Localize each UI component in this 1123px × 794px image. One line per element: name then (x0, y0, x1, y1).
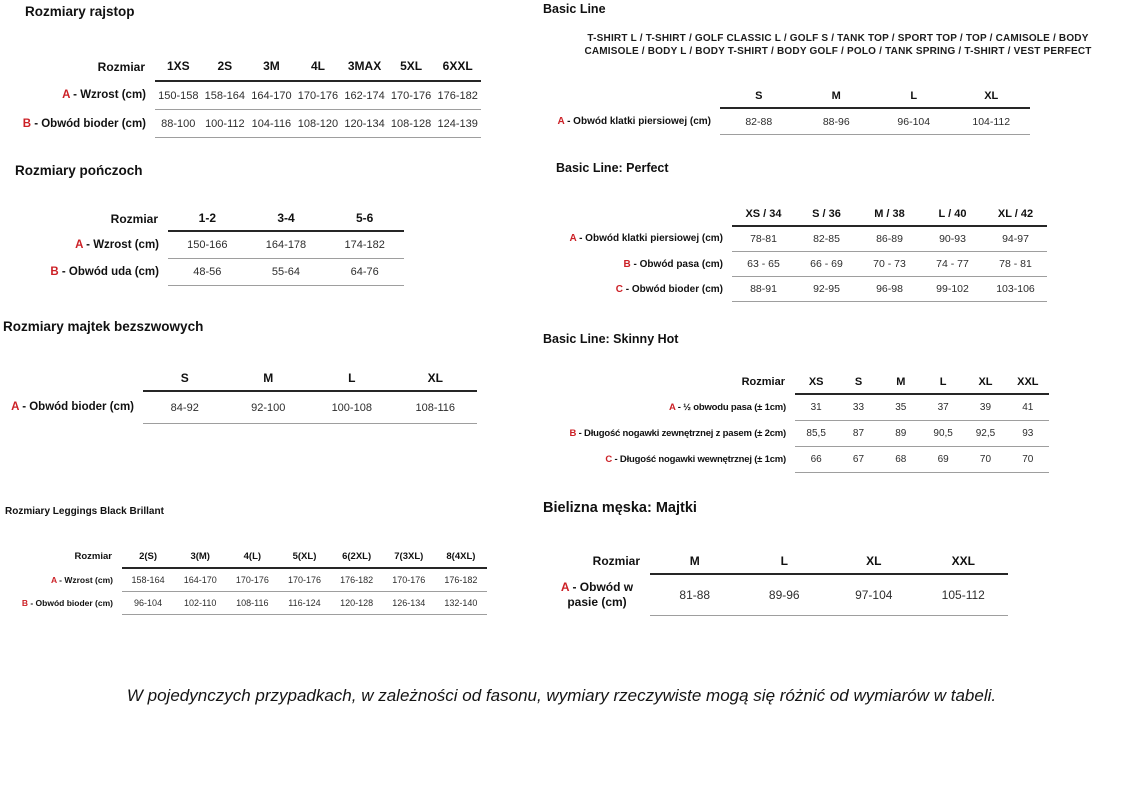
size-value-cell: 94-97 (984, 226, 1047, 252)
size-value-cell: 92,5 (964, 421, 1006, 447)
size-column-header: 6XXL (434, 52, 481, 81)
measurement-letter: A (62, 89, 70, 102)
size-value-cell: 158-164 (122, 568, 174, 592)
size-column-header: M (798, 84, 876, 108)
measurement-letter: A (557, 115, 565, 127)
size-table-basic-line-skinny-hot (535, 370, 1049, 473)
size-column-header: 8(4XL) (435, 545, 487, 568)
size-value-cell: 124-139 (434, 110, 481, 138)
size-value-cell: 90-93 (921, 226, 984, 252)
measurement-row (13, 592, 487, 615)
size-column-header: XXL (1007, 370, 1049, 394)
table-corner-label: Rozmiar (110, 211, 158, 226)
size-column-header: XL (829, 548, 919, 574)
size-value-cell: 108-116 (226, 592, 278, 615)
size-column-header: S (720, 84, 798, 108)
size-column-header: M (650, 548, 740, 574)
size-column-header: 3M (248, 52, 295, 81)
footer-disclaimer: W pojedynczych przypadkach, w zależności od fasonu, wymiary rzeczywiste mogą się różnić od wymiarów w tabeli. (126, 686, 997, 705)
size-value-cell: 164-178 (247, 231, 326, 259)
size-table-bielizna-meska (548, 548, 1008, 616)
size-column-header: XXL (919, 548, 1009, 574)
measurement-letter: B (50, 266, 59, 278)
size-column-header: 1XS (155, 52, 202, 81)
size-value-cell: 170-176 (278, 568, 330, 592)
size-column-header: 2S (202, 52, 249, 81)
section-title-basic-line: Basic Line (543, 2, 606, 16)
size-value-cell: 132-140 (435, 592, 487, 615)
size-column-header: S (143, 365, 227, 391)
table-corner-label (540, 84, 720, 108)
size-value-cell: 108-120 (295, 110, 342, 138)
measurement-row (535, 447, 1049, 473)
size-column-header: XS / 34 (732, 202, 795, 226)
measurement-row-label: A - Wzrost (cm) (50, 574, 113, 585)
table-corner-label: Rozmiar (74, 551, 112, 562)
size-value-cell: 66 (795, 447, 837, 473)
measurement-row (33, 259, 404, 286)
size-value-cell: 103-106 (984, 277, 1047, 302)
measurement-row (556, 277, 1047, 302)
size-column-header: XL (953, 84, 1031, 108)
size-value-cell: 164-170 (248, 81, 295, 110)
table-corner-label: Rozmiar (741, 376, 785, 388)
size-value-cell: 55-64 (247, 259, 326, 286)
measurement-letter: B (22, 117, 31, 130)
measurement-row-label: A - Wzrost (cm) (62, 89, 146, 102)
measurement-letter: A (560, 579, 570, 594)
table-corner-label (0, 365, 143, 391)
measurement-row (548, 574, 1008, 616)
size-column-header: 7(3XL) (383, 545, 435, 568)
measurement-row (540, 108, 1030, 135)
size-column-header: L / 40 (921, 202, 984, 226)
size-value-cell: 70 - 73 (858, 252, 921, 277)
size-value-cell: 92-95 (795, 277, 858, 302)
basic-line-product-list (563, 33, 1113, 58)
size-value-cell: 116-124 (278, 592, 330, 615)
measurement-letter: A (50, 574, 57, 585)
size-column-header: L (922, 370, 964, 394)
size-value-cell: 170-176 (388, 81, 435, 110)
measurement-row-label: B - Obwód uda (cm) (50, 266, 159, 278)
size-value-cell: 63 - 65 (732, 252, 795, 277)
size-column-header: S / 36 (795, 202, 858, 226)
size-column-header: 3MAX (341, 52, 388, 81)
size-value-cell: 93 (1007, 421, 1049, 447)
measurement-letter: A (569, 233, 577, 245)
size-column-header: 4(L) (226, 545, 278, 568)
size-value-cell: 170-176 (295, 81, 342, 110)
size-value-cell: 37 (922, 394, 964, 421)
section-title-basic-line-skinny-hot: Basic Line: Skinny Hot (543, 332, 679, 346)
measurement-row-label: A - Wzrost (cm) (75, 238, 159, 251)
size-table-basic-line-perfect (556, 202, 1047, 302)
size-column-header: 1-2 (168, 206, 247, 231)
measurement-row-label: C - Obwód bioder (cm) (615, 283, 723, 295)
size-column-header: XL (394, 365, 478, 391)
measurement-row-label: A - Obwód klatki piersiowej (cm) (557, 115, 711, 127)
measurement-letter: B (623, 258, 631, 270)
size-value-cell: 48-56 (168, 259, 247, 286)
section-title-leggings: Rozmiary Leggings Black Brillant (5, 506, 164, 517)
size-value-cell: 41 (1007, 394, 1049, 421)
size-value-cell: 67 (837, 447, 879, 473)
size-column-header: L (875, 84, 953, 108)
size-value-cell: 66 - 69 (795, 252, 858, 277)
size-value-cell: 150-166 (168, 231, 247, 259)
measurement-row (2, 81, 481, 110)
size-value-cell: 69 (922, 447, 964, 473)
size-value-cell: 33 (837, 394, 879, 421)
size-column-header: 6(2XL) (331, 545, 383, 568)
size-value-cell: 164-170 (174, 568, 226, 592)
size-table-leggings (13, 545, 487, 615)
size-value-cell: 97-104 (829, 574, 919, 616)
size-value-cell: 99-102 (921, 277, 984, 302)
size-value-cell: 68 (880, 447, 922, 473)
size-value-cell: 82-85 (795, 226, 858, 252)
size-column-header: XL / 42 (984, 202, 1047, 226)
measurement-row (535, 421, 1049, 447)
size-value-cell: 176-182 (435, 568, 487, 592)
measurement-row (0, 391, 477, 424)
measurement-letter: A (668, 401, 676, 413)
size-value-cell: 84-92 (143, 391, 227, 424)
size-value-cell: 150-158 (155, 81, 202, 110)
size-value-cell: 158-164 (202, 81, 249, 110)
size-column-header: 2(S) (122, 545, 174, 568)
size-value-cell: 89 (880, 421, 922, 447)
size-value-cell: 170-176 (226, 568, 278, 592)
size-value-cell: 81-88 (650, 574, 740, 616)
size-value-cell: 176-182 (434, 81, 481, 110)
size-column-header: 5(XL) (278, 545, 330, 568)
measurement-row-label: B - Obwód bioder (cm) (22, 117, 146, 130)
size-column-header: S (837, 370, 879, 394)
size-value-cell: 82-88 (720, 108, 798, 135)
measurement-row (535, 394, 1049, 421)
size-value-cell: 90,5 (922, 421, 964, 447)
measurement-letter: A (11, 401, 19, 414)
size-value-cell: 70 (964, 447, 1006, 473)
size-value-cell: 100-112 (202, 110, 249, 138)
size-value-cell: 120-128 (331, 592, 383, 615)
measurement-row-label: A - ½ obwodu pasa (± 1cm) (668, 401, 786, 413)
size-value-cell: 35 (880, 394, 922, 421)
size-column-header: M (227, 365, 311, 391)
measurement-letter: B (21, 598, 28, 608)
size-table-ponczochy (33, 206, 404, 286)
table-corner-label (556, 202, 732, 226)
table-corner-label: Rozmiar (97, 59, 145, 74)
measurement-row (2, 110, 481, 138)
size-value-cell: 108-116 (394, 391, 478, 424)
size-value-cell: 104-112 (953, 108, 1031, 135)
size-table-majtki-bezszwowe (0, 365, 477, 424)
size-value-cell: 86-89 (858, 226, 921, 252)
measurement-letter: A (75, 238, 83, 251)
section-title-rajstop: Rozmiary rajstop (25, 4, 135, 19)
size-value-cell: 70 (1007, 447, 1049, 473)
size-value-cell: 92-100 (227, 391, 311, 424)
measurement-row-label: C - Długość nogawki wewnętrznej (± 1cm) (605, 454, 786, 465)
measurement-row-label: B - Obwód bioder (cm) (21, 598, 113, 608)
size-column-header: L (310, 365, 394, 391)
size-table-basic-line (540, 84, 1030, 135)
size-value-cell: 176-182 (331, 568, 383, 592)
size-value-cell: 102-110 (174, 592, 226, 615)
size-value-cell: 162-174 (341, 81, 388, 110)
size-column-header: M (880, 370, 922, 394)
size-value-cell: 126-134 (383, 592, 435, 615)
measurement-letter: B (569, 428, 577, 439)
size-column-header: 3(M) (174, 545, 226, 568)
size-value-cell: 170-176 (383, 568, 435, 592)
size-value-cell: 78-81 (732, 226, 795, 252)
table-corner-label: Rozmiar (592, 554, 640, 568)
size-value-cell: 74 - 77 (921, 252, 984, 277)
size-value-cell: 39 (964, 394, 1006, 421)
measurement-letter: C (615, 283, 623, 295)
size-value-cell: 88-96 (798, 108, 876, 135)
size-value-cell: 87 (837, 421, 879, 447)
section-title-basic-line-perfect: Basic Line: Perfect (556, 161, 669, 175)
size-value-cell: 78 - 81 (984, 252, 1047, 277)
section-title-bielizna-meska: Bielizna męska: Majtki (543, 500, 697, 516)
size-value-cell: 104-116 (248, 110, 295, 138)
size-value-cell: 174-182 (325, 231, 404, 259)
size-column-header: L (740, 548, 830, 574)
measurement-row (556, 226, 1047, 252)
measurement-row-label: A - Obwód bioder (cm) (11, 401, 134, 414)
measurement-row-label: A - Obwód klatki piersiowej (cm) (569, 233, 723, 245)
section-title-ponczochy: Rozmiary pończoch (15, 163, 143, 178)
size-value-cell: 96-98 (858, 277, 921, 302)
section-title-majtki-bezszwowe: Rozmiary majtek bezszwowych (3, 319, 204, 334)
size-table-rajstop (2, 52, 481, 138)
size-value-cell: 85,5 (795, 421, 837, 447)
measurement-row-label: A - Obwód w pasie (cm) (560, 579, 634, 609)
size-value-cell: 120-134 (341, 110, 388, 138)
size-column-header: XL (964, 370, 1006, 394)
size-column-header: 5-6 (325, 206, 404, 231)
measurement-letter: C (605, 454, 613, 465)
size-column-header: 3-4 (247, 206, 326, 231)
size-column-header: 4L (295, 52, 342, 81)
size-value-cell: 31 (795, 394, 837, 421)
product-list-line: T-SHIRT L / T-SHIRT / GOLF CLASSIC L / GOLF S / TANK TOP / SPORT TOP / TOP / CAMISOLE / BODY (587, 33, 1089, 44)
size-value-cell: 89-96 (740, 574, 830, 616)
size-value-cell: 96-104 (122, 592, 174, 615)
measurement-row-label: B - Obwód pasa (cm) (623, 258, 723, 270)
measurement-row-label: B - Długość nogawki zewnętrznej z pasem (± 2cm) (569, 428, 786, 439)
size-value-cell: 88-100 (155, 110, 202, 138)
size-value-cell: 88-91 (732, 277, 795, 302)
measurement-row (13, 568, 487, 592)
size-column-header: XS (795, 370, 837, 394)
product-list-line: CAMISOLE / BODY L / BODY T-SHIRT / BODY GOLF / POLO / TANK SPRING / T-SHIRT / VEST PERFECT (584, 45, 1092, 57)
size-value-cell: 108-128 (388, 110, 435, 138)
size-column-header: 5XL (388, 52, 435, 81)
measurement-row (556, 252, 1047, 277)
size-column-header: M / 38 (858, 202, 921, 226)
measurement-row (33, 231, 404, 259)
size-value-cell: 64-76 (325, 259, 404, 286)
size-value-cell: 100-108 (310, 391, 394, 424)
size-value-cell: 105-112 (919, 574, 1009, 616)
size-value-cell: 96-104 (875, 108, 953, 135)
